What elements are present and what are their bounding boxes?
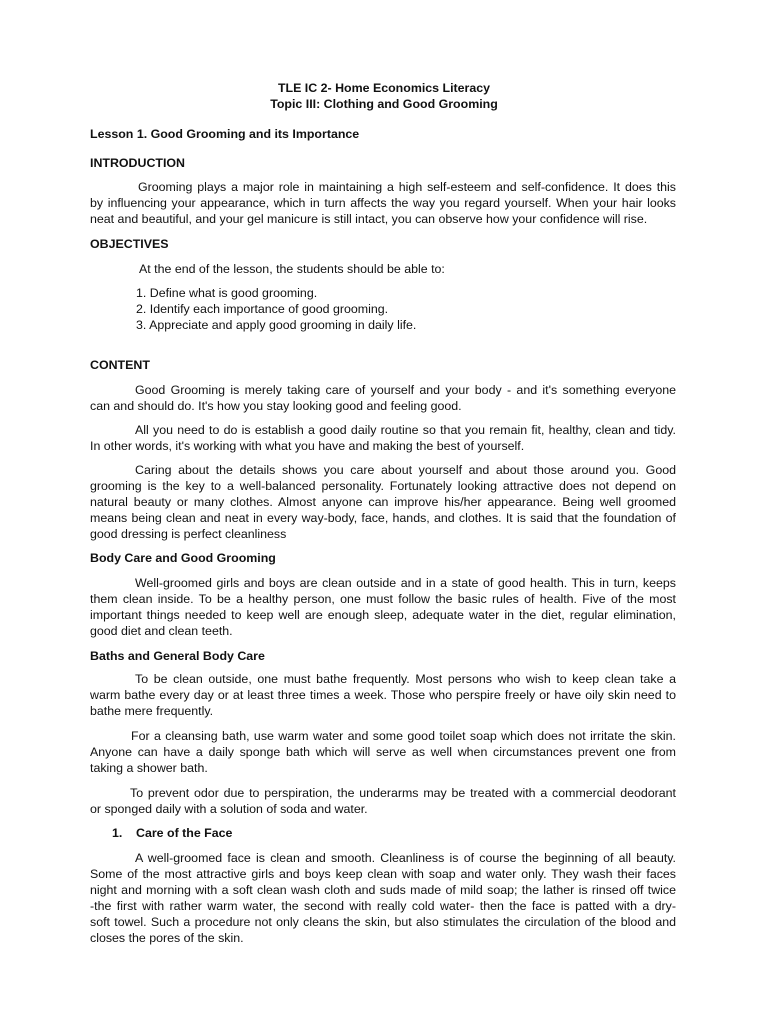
content-paragraph-line: can and should do. It's how you stay looking good and feeling good. bbox=[90, 399, 462, 413]
objective-item: 3. Appreciate and apply good grooming in daily life. bbox=[136, 318, 417, 332]
face-line: soft towel. Such a procedure not only cleans the skin, but also stimulates the circulation of the blood and bbox=[90, 915, 676, 929]
body-care-line: important things needed to keep well are enough sleep, adequate water in the diet, regular elimination, bbox=[90, 608, 676, 622]
face-line: -the first with rather warm water, the second with really cold water- then the face is patted with a dry- bbox=[90, 899, 676, 913]
objectives-heading: OBJECTIVES bbox=[90, 237, 169, 251]
course-title: TLE IC 2- Home Economics Literacy bbox=[277, 81, 491, 95]
content-paragraph-line: Caring about the details shows you care about yourself and about those around you. Good bbox=[135, 463, 676, 477]
face-number: 1. bbox=[112, 826, 123, 840]
body-care-line: them clean inside. To be a healthy person, one must follow the basic rules of health. Five of the most bbox=[90, 592, 676, 606]
content-paragraph-line: All you need to do is establish a good daily routine so that you remain fit, healthy, clean and tidy. bbox=[135, 423, 676, 437]
baths-line: or sponged daily with a solution of soda and water. bbox=[90, 802, 368, 816]
content-paragraph-line: grooming is the key to a well-balanced personality. Fortunately looking attractive does not depend on bbox=[90, 479, 676, 493]
body-care-heading: Body Care and Good Grooming bbox=[90, 551, 276, 565]
face-line: closes the pores of the skin. bbox=[90, 931, 244, 945]
face-line: Some of the most attractive girls and boys keep clean with soap and water only. They wash their faces bbox=[90, 867, 676, 881]
content-paragraph-line: In other words, it's working with what you have and making the best of yourself. bbox=[90, 439, 525, 453]
objective-item: 2. Identify each importance of good grooming. bbox=[136, 302, 389, 316]
face-heading: Care of the Face bbox=[136, 826, 233, 840]
baths-line: To be clean outside, one must bathe frequently. Most persons who wish to keep clean take a bbox=[135, 672, 676, 686]
baths-line: To prevent odor due to perspiration, the underarms may be treated with a commercial deodorant bbox=[130, 786, 676, 800]
content-paragraph-line: natural beauty or many clothes. Almost anyone can improve his/her appearance. Being well groomed bbox=[90, 495, 676, 509]
baths-line: taking a shower bath. bbox=[90, 761, 208, 775]
introduction-line: Grooming plays a major role in maintaining a high self-esteem and self-confidence. It does this bbox=[138, 180, 676, 194]
content-paragraph-line: means being clean and neat in every way-body, face, hands, and clothes. It is said that the foundation of bbox=[90, 511, 676, 525]
objective-item: 1. Define what is good grooming. bbox=[136, 286, 318, 300]
baths-line: For a cleansing bath, use warm water and some good toilet soap which does not irritate the skin. bbox=[131, 729, 676, 743]
objectives-lead: At the end of the lesson, the students should be able to: bbox=[139, 262, 445, 276]
introduction-heading: INTRODUCTION bbox=[90, 156, 185, 170]
content-heading: CONTENT bbox=[90, 358, 150, 372]
face-line: night and morning with a soft clean wash cloth and suds made of mild soap; the lather is rinsed off twice bbox=[90, 883, 676, 897]
baths-line: Anyone can have a daily sponge bath which will serve as well when circumstances prevent one from bbox=[90, 745, 676, 759]
baths-line: warm bathe every day or at least three times a week. Those who perspire freely or have oily skin need to bbox=[90, 688, 676, 702]
introduction-line: neat and beautiful, and your gel manicure is still intact, you can observe how your confidence will rise. bbox=[90, 212, 648, 226]
body-care-line: Well-groomed girls and boys are clean outside and in a state of good health. This in turn, keeps bbox=[135, 576, 676, 590]
body-care-line: good diet and clean teeth. bbox=[90, 624, 233, 638]
baths-heading: Baths and General Body Care bbox=[90, 649, 265, 663]
lesson-title: Lesson 1. Good Grooming and its Importance bbox=[90, 127, 360, 141]
topic-title: Topic III: Clothing and Good Grooming bbox=[270, 97, 498, 111]
content-paragraph-line: Good Grooming is merely taking care of yourself and your body - and it's something everyone bbox=[135, 383, 676, 397]
content-paragraph-line: good dressing is perfect cleanliness bbox=[90, 527, 287, 541]
introduction-line: by influencing your appearance, which in turn affects the way you regard yourself. When your hair looks bbox=[90, 196, 676, 210]
face-line: A well-groomed face is clean and smooth. Cleanliness is of course the beginning of all beauty. bbox=[135, 851, 676, 865]
baths-line: bathe mere frequently. bbox=[90, 704, 214, 718]
